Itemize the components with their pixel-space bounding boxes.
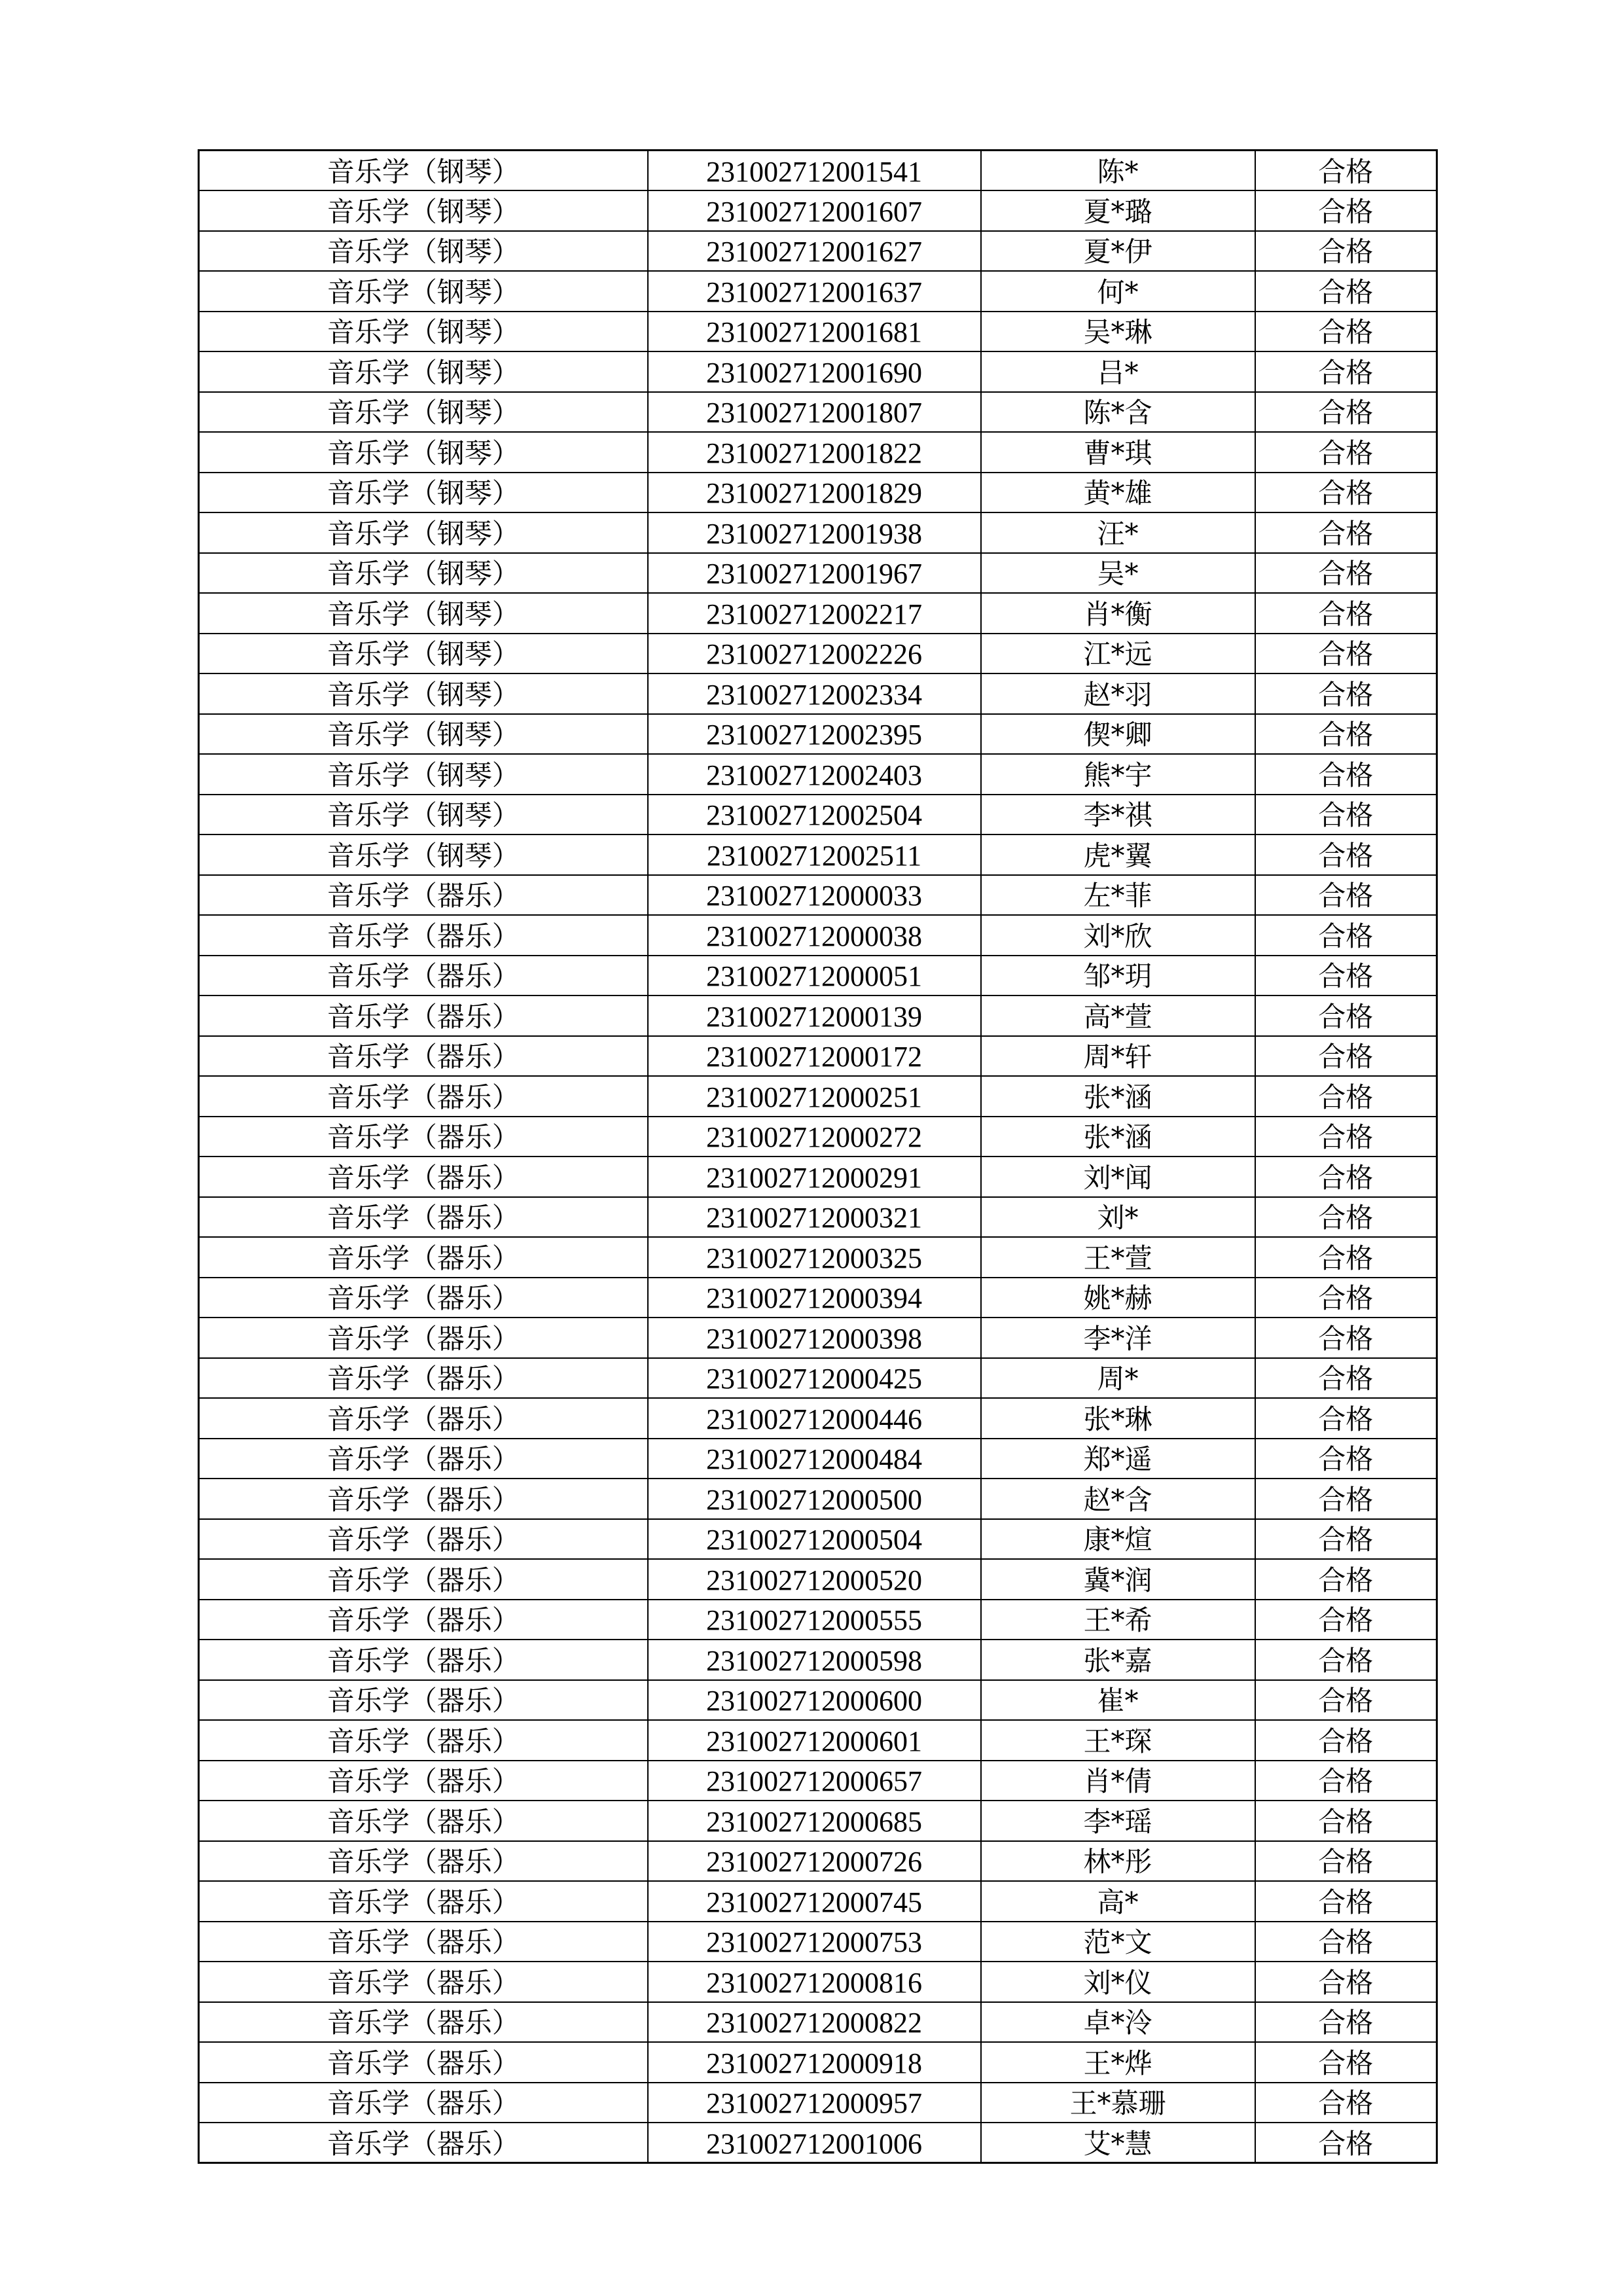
cell-result: 合格 xyxy=(1255,1761,1437,1801)
cell-id: 231002712001938 xyxy=(648,512,981,553)
cell-major: 音乐学（器乐） xyxy=(199,1358,648,1399)
cell-major: 音乐学（器乐） xyxy=(199,2123,648,2163)
cell-major: 音乐学（器乐） xyxy=(199,915,648,956)
table-row xyxy=(199,1761,1437,1801)
table-row xyxy=(199,1479,1437,1519)
table-row xyxy=(199,1680,1437,1721)
cell-result: 合格 xyxy=(1255,1398,1437,1439)
cell-major: 音乐学（器乐） xyxy=(199,2042,648,2083)
cell-result: 合格 xyxy=(1255,151,1437,191)
cell-name: 吴*琳 xyxy=(981,312,1255,352)
table-row xyxy=(199,956,1437,996)
cell-id: 231002712000051 xyxy=(648,956,981,996)
cell-id: 231002712000753 xyxy=(648,1922,981,1962)
table-row xyxy=(199,1720,1437,1761)
cell-result: 合格 xyxy=(1255,956,1437,996)
table-row xyxy=(199,1640,1437,1680)
table-row xyxy=(199,190,1437,231)
table-row xyxy=(199,1881,1437,1922)
cell-id: 231002712000504 xyxy=(648,1519,981,1560)
cell-result: 合格 xyxy=(1255,1519,1437,1560)
cell-id: 231002712002334 xyxy=(648,673,981,714)
cell-name: 王*萱 xyxy=(981,1237,1255,1278)
cell-result: 合格 xyxy=(1255,512,1437,553)
cell-id: 231002712001627 xyxy=(648,231,981,272)
cell-result: 合格 xyxy=(1255,1640,1437,1680)
cell-name: 康*煊 xyxy=(981,1519,1255,1560)
cell-major: 音乐学（器乐） xyxy=(199,1881,648,1922)
cell-name: 赵*羽 xyxy=(981,673,1255,714)
table-row xyxy=(199,593,1437,634)
cell-major: 音乐学（钢琴） xyxy=(199,714,648,755)
table-row xyxy=(199,1559,1437,1600)
table-row xyxy=(199,2042,1437,2083)
cell-name: 夏*璐 xyxy=(981,190,1255,231)
table-row xyxy=(199,634,1437,674)
table-row xyxy=(199,271,1437,312)
cell-result: 合格 xyxy=(1255,1157,1437,1197)
cell-name: 陈*含 xyxy=(981,392,1255,433)
cell-major: 音乐学（钢琴） xyxy=(199,553,648,594)
cell-major: 音乐学（钢琴） xyxy=(199,432,648,473)
cell-id: 231002712000957 xyxy=(648,2083,981,2123)
cell-result: 合格 xyxy=(1255,1962,1437,2002)
cell-result: 合格 xyxy=(1255,834,1437,875)
table-row xyxy=(199,1318,1437,1358)
cell-major: 音乐学（钢琴） xyxy=(199,271,648,312)
table-row xyxy=(199,1439,1437,1479)
table-row xyxy=(199,1600,1437,1640)
cell-id: 231002712000600 xyxy=(648,1680,981,1721)
table-row xyxy=(199,2002,1437,2043)
table-row xyxy=(199,1801,1437,1841)
cell-result: 合格 xyxy=(1255,714,1437,755)
cell-id: 231002712000822 xyxy=(648,2002,981,2043)
cell-name: 李*洋 xyxy=(981,1318,1255,1358)
cell-result: 合格 xyxy=(1255,1278,1437,1318)
cell-result: 合格 xyxy=(1255,1439,1437,1479)
cell-major: 音乐学（器乐） xyxy=(199,1076,648,1117)
cell-id: 231002712000726 xyxy=(648,1841,981,1882)
cell-id: 231002712001690 xyxy=(648,351,981,392)
cell-name: 卓*泠 xyxy=(981,2002,1255,2043)
table-row xyxy=(199,312,1437,352)
cell-major: 音乐学（钢琴） xyxy=(199,593,648,634)
cell-result: 合格 xyxy=(1255,473,1437,513)
cell-id: 231002712000520 xyxy=(648,1559,981,1600)
cell-result: 合格 xyxy=(1255,553,1437,594)
table-row xyxy=(199,1962,1437,2002)
cell-name: 张*涵 xyxy=(981,1076,1255,1117)
cell-result: 合格 xyxy=(1255,673,1437,714)
cell-id: 231002712002217 xyxy=(648,593,981,634)
cell-major: 音乐学（钢琴） xyxy=(199,834,648,875)
table-row xyxy=(199,351,1437,392)
cell-result: 合格 xyxy=(1255,1680,1437,1721)
cell-id: 231002712000272 xyxy=(648,1117,981,1157)
table-row xyxy=(199,553,1437,594)
cell-major: 音乐学（钢琴） xyxy=(199,673,648,714)
cell-id: 231002712000321 xyxy=(648,1197,981,1238)
cell-id: 231002712001637 xyxy=(648,271,981,312)
table-row xyxy=(199,996,1437,1036)
cell-major: 音乐学（器乐） xyxy=(199,1841,648,1882)
cell-result: 合格 xyxy=(1255,1559,1437,1600)
cell-result: 合格 xyxy=(1255,754,1437,795)
table-row xyxy=(199,1358,1437,1399)
cell-result: 合格 xyxy=(1255,593,1437,634)
cell-name: 张*嘉 xyxy=(981,1640,1255,1680)
cell-name: 何* xyxy=(981,271,1255,312)
table-row xyxy=(199,473,1437,513)
cell-result: 合格 xyxy=(1255,1318,1437,1358)
table-row xyxy=(199,1519,1437,1560)
cell-name: 左*菲 xyxy=(981,875,1255,916)
cell-name: 刘* xyxy=(981,1197,1255,1238)
cell-name: 艾*慧 xyxy=(981,2123,1255,2163)
table-row xyxy=(199,673,1437,714)
cell-result: 合格 xyxy=(1255,312,1437,352)
cell-major: 音乐学（器乐） xyxy=(199,1398,648,1439)
cell-id: 231002712000745 xyxy=(648,1881,981,1922)
cell-name: 肖*衡 xyxy=(981,593,1255,634)
cell-id: 231002712000816 xyxy=(648,1962,981,2002)
cell-major: 音乐学（钢琴） xyxy=(199,754,648,795)
cell-result: 合格 xyxy=(1255,1036,1437,1077)
cell-id: 231002712000251 xyxy=(648,1076,981,1117)
cell-result: 合格 xyxy=(1255,1076,1437,1117)
table-row xyxy=(199,392,1437,433)
cell-name: 范*文 xyxy=(981,1922,1255,1962)
cell-id: 231002712002395 xyxy=(648,714,981,755)
table-row xyxy=(199,915,1437,956)
cell-id: 231002712000139 xyxy=(648,996,981,1036)
cell-name: 周* xyxy=(981,1358,1255,1399)
cell-major: 音乐学（器乐） xyxy=(199,1680,648,1721)
table-row xyxy=(199,2083,1437,2123)
cell-major: 音乐学（器乐） xyxy=(199,1761,648,1801)
cell-major: 音乐学（器乐） xyxy=(199,1479,648,1519)
cell-result: 合格 xyxy=(1255,190,1437,231)
cell-name: 刘*欣 xyxy=(981,915,1255,956)
cell-id: 231002712000172 xyxy=(648,1036,981,1077)
cell-major: 音乐学（器乐） xyxy=(199,1600,648,1640)
cell-name: 赵*含 xyxy=(981,1479,1255,1519)
cell-result: 合格 xyxy=(1255,392,1437,433)
cell-name: 汪* xyxy=(981,512,1255,553)
cell-major: 音乐学（器乐） xyxy=(199,1801,648,1841)
cell-result: 合格 xyxy=(1255,1841,1437,1882)
cell-name: 江*远 xyxy=(981,634,1255,674)
cell-name: 王*希 xyxy=(981,1600,1255,1640)
cell-major: 音乐学（钢琴） xyxy=(199,312,648,352)
cell-name: 林*彤 xyxy=(981,1841,1255,1882)
table-row xyxy=(199,875,1437,916)
cell-major: 音乐学（器乐） xyxy=(199,956,648,996)
cell-result: 合格 xyxy=(1255,1600,1437,1640)
cell-name: 郑*遥 xyxy=(981,1439,1255,1479)
cell-id: 231002712001807 xyxy=(648,392,981,433)
cell-result: 合格 xyxy=(1255,1720,1437,1761)
cell-name: 李*瑶 xyxy=(981,1801,1255,1841)
cell-major: 音乐学（钢琴） xyxy=(199,231,648,272)
cell-major: 音乐学（器乐） xyxy=(199,1157,648,1197)
cell-result: 合格 xyxy=(1255,351,1437,392)
cell-result: 合格 xyxy=(1255,2002,1437,2043)
cell-id: 231002712002226 xyxy=(648,634,981,674)
cell-id: 231002712000598 xyxy=(648,1640,981,1680)
cell-name: 周*轩 xyxy=(981,1036,1255,1077)
cell-major: 音乐学（器乐） xyxy=(199,2002,648,2043)
cell-id: 231002712001967 xyxy=(648,553,981,594)
cell-major: 音乐学（器乐） xyxy=(199,1519,648,1560)
cell-name: 冀*润 xyxy=(981,1559,1255,1600)
cell-major: 音乐学（钢琴） xyxy=(199,512,648,553)
cell-result: 合格 xyxy=(1255,2042,1437,2083)
cell-id: 231002712002403 xyxy=(648,754,981,795)
cell-major: 音乐学（钢琴） xyxy=(199,351,648,392)
cell-major: 音乐学（器乐） xyxy=(199,1922,648,1962)
cell-id: 231002712001541 xyxy=(648,151,981,191)
cell-major: 音乐学（器乐） xyxy=(199,1962,648,2002)
table-row xyxy=(199,714,1437,755)
cell-id: 231002712002504 xyxy=(648,795,981,835)
cell-id: 231002712001681 xyxy=(648,312,981,352)
cell-result: 合格 xyxy=(1255,2083,1437,2123)
table-row xyxy=(199,2123,1437,2163)
cell-name: 熊*宇 xyxy=(981,754,1255,795)
cell-id: 231002712000918 xyxy=(648,2042,981,2083)
table-row xyxy=(199,1157,1437,1197)
table-row xyxy=(199,1278,1437,1318)
cell-major: 音乐学（器乐） xyxy=(199,1237,648,1278)
cell-result: 合格 xyxy=(1255,1881,1437,1922)
cell-name: 刘*仪 xyxy=(981,1962,1255,2002)
cell-id: 231002712000033 xyxy=(648,875,981,916)
cell-result: 合格 xyxy=(1255,915,1437,956)
table-row xyxy=(199,1117,1437,1157)
cell-result: 合格 xyxy=(1255,634,1437,674)
cell-name: 肖*倩 xyxy=(981,1761,1255,1801)
cell-id: 231002712000500 xyxy=(648,1479,981,1519)
table-row xyxy=(199,151,1437,191)
cell-result: 合格 xyxy=(1255,1358,1437,1399)
table-row xyxy=(199,795,1437,835)
cell-id: 231002712000038 xyxy=(648,915,981,956)
cell-id: 231002712001822 xyxy=(648,432,981,473)
table-row xyxy=(199,754,1437,795)
cell-name: 邹*玥 xyxy=(981,956,1255,996)
cell-result: 合格 xyxy=(1255,1197,1437,1238)
cell-major: 音乐学（器乐） xyxy=(199,1640,648,1680)
cell-id: 231002712000601 xyxy=(648,1720,981,1761)
cell-name: 吕* xyxy=(981,351,1255,392)
cell-id: 231002712000325 xyxy=(648,1237,981,1278)
cell-major: 音乐学（器乐） xyxy=(199,1278,648,1318)
cell-name: 虎*翼 xyxy=(981,834,1255,875)
cell-result: 合格 xyxy=(1255,1117,1437,1157)
cell-id: 231002712000555 xyxy=(648,1600,981,1640)
cell-major: 音乐学（器乐） xyxy=(199,1197,648,1238)
cell-name: 夏*伊 xyxy=(981,231,1255,272)
cell-major: 音乐学（器乐） xyxy=(199,1720,648,1761)
cell-id: 231002712000446 xyxy=(648,1398,981,1439)
cell-major: 音乐学（钢琴） xyxy=(199,392,648,433)
cell-result: 合格 xyxy=(1255,432,1437,473)
table-row xyxy=(199,1922,1437,1962)
cell-major: 音乐学（器乐） xyxy=(199,1117,648,1157)
cell-result: 合格 xyxy=(1255,1237,1437,1278)
cell-major: 音乐学（钢琴） xyxy=(199,151,648,191)
table-row xyxy=(199,1841,1437,1882)
cell-result: 合格 xyxy=(1255,996,1437,1036)
cell-major: 音乐学（器乐） xyxy=(199,1439,648,1479)
cell-result: 合格 xyxy=(1255,875,1437,916)
cell-result: 合格 xyxy=(1255,271,1437,312)
table-row xyxy=(199,432,1437,473)
cell-major: 音乐学（钢琴） xyxy=(199,634,648,674)
cell-name: 王*慕珊 xyxy=(981,2083,1255,2123)
table-row xyxy=(199,1197,1437,1238)
table-row xyxy=(199,1036,1437,1077)
cell-id: 231002712000291 xyxy=(648,1157,981,1197)
results-table-body xyxy=(199,151,1437,2163)
cell-id: 231002712000657 xyxy=(648,1761,981,1801)
cell-id: 231002712000394 xyxy=(648,1278,981,1318)
cell-id: 231002712000685 xyxy=(648,1801,981,1841)
cell-major: 音乐学（器乐） xyxy=(199,875,648,916)
cell-major: 音乐学（器乐） xyxy=(199,1559,648,1600)
cell-result: 合格 xyxy=(1255,1922,1437,1962)
cell-name: 姚*赫 xyxy=(981,1278,1255,1318)
table-row xyxy=(199,834,1437,875)
cell-name: 曹*琪 xyxy=(981,432,1255,473)
cell-name: 高*萱 xyxy=(981,996,1255,1036)
cell-id: 231002712000425 xyxy=(648,1358,981,1399)
cell-id: 231002712000398 xyxy=(648,1318,981,1358)
cell-result: 合格 xyxy=(1255,1801,1437,1841)
cell-id: 231002712002511 xyxy=(648,834,981,875)
cell-result: 合格 xyxy=(1255,231,1437,272)
cell-major: 音乐学（钢琴） xyxy=(199,795,648,835)
cell-major: 音乐学（器乐） xyxy=(199,2083,648,2123)
cell-name: 李*祺 xyxy=(981,795,1255,835)
cell-major: 音乐学（器乐） xyxy=(199,1318,648,1358)
cell-result: 合格 xyxy=(1255,1479,1437,1519)
cell-name: 崔* xyxy=(981,1680,1255,1721)
cell-name: 刘*闻 xyxy=(981,1157,1255,1197)
cell-name: 张*琳 xyxy=(981,1398,1255,1439)
table-row xyxy=(199,1398,1437,1439)
cell-result: 合格 xyxy=(1255,795,1437,835)
cell-name: 高* xyxy=(981,1881,1255,1922)
cell-id: 231002712001607 xyxy=(648,190,981,231)
cell-major: 音乐学（器乐） xyxy=(199,996,648,1036)
cell-id: 231002712000484 xyxy=(648,1439,981,1479)
cell-result: 合格 xyxy=(1255,2123,1437,2163)
cell-name: 黄*雄 xyxy=(981,473,1255,513)
cell-name: 王*烨 xyxy=(981,2042,1255,2083)
cell-id: 231002712001829 xyxy=(648,473,981,513)
results-table xyxy=(198,149,1438,2164)
cell-name: 王*琛 xyxy=(981,1720,1255,1761)
cell-name: 偰*卿 xyxy=(981,714,1255,755)
cell-name: 张*涵 xyxy=(981,1117,1255,1157)
cell-id: 231002712001006 xyxy=(648,2123,981,2163)
cell-major: 音乐学（器乐） xyxy=(199,1036,648,1077)
table-row xyxy=(199,512,1437,553)
table-row xyxy=(199,1076,1437,1117)
cell-major: 音乐学（钢琴） xyxy=(199,190,648,231)
table-row xyxy=(199,1237,1437,1278)
cell-major: 音乐学（钢琴） xyxy=(199,473,648,513)
table-row xyxy=(199,231,1437,272)
cell-name: 陈* xyxy=(981,151,1255,191)
cell-name: 吴* xyxy=(981,553,1255,594)
